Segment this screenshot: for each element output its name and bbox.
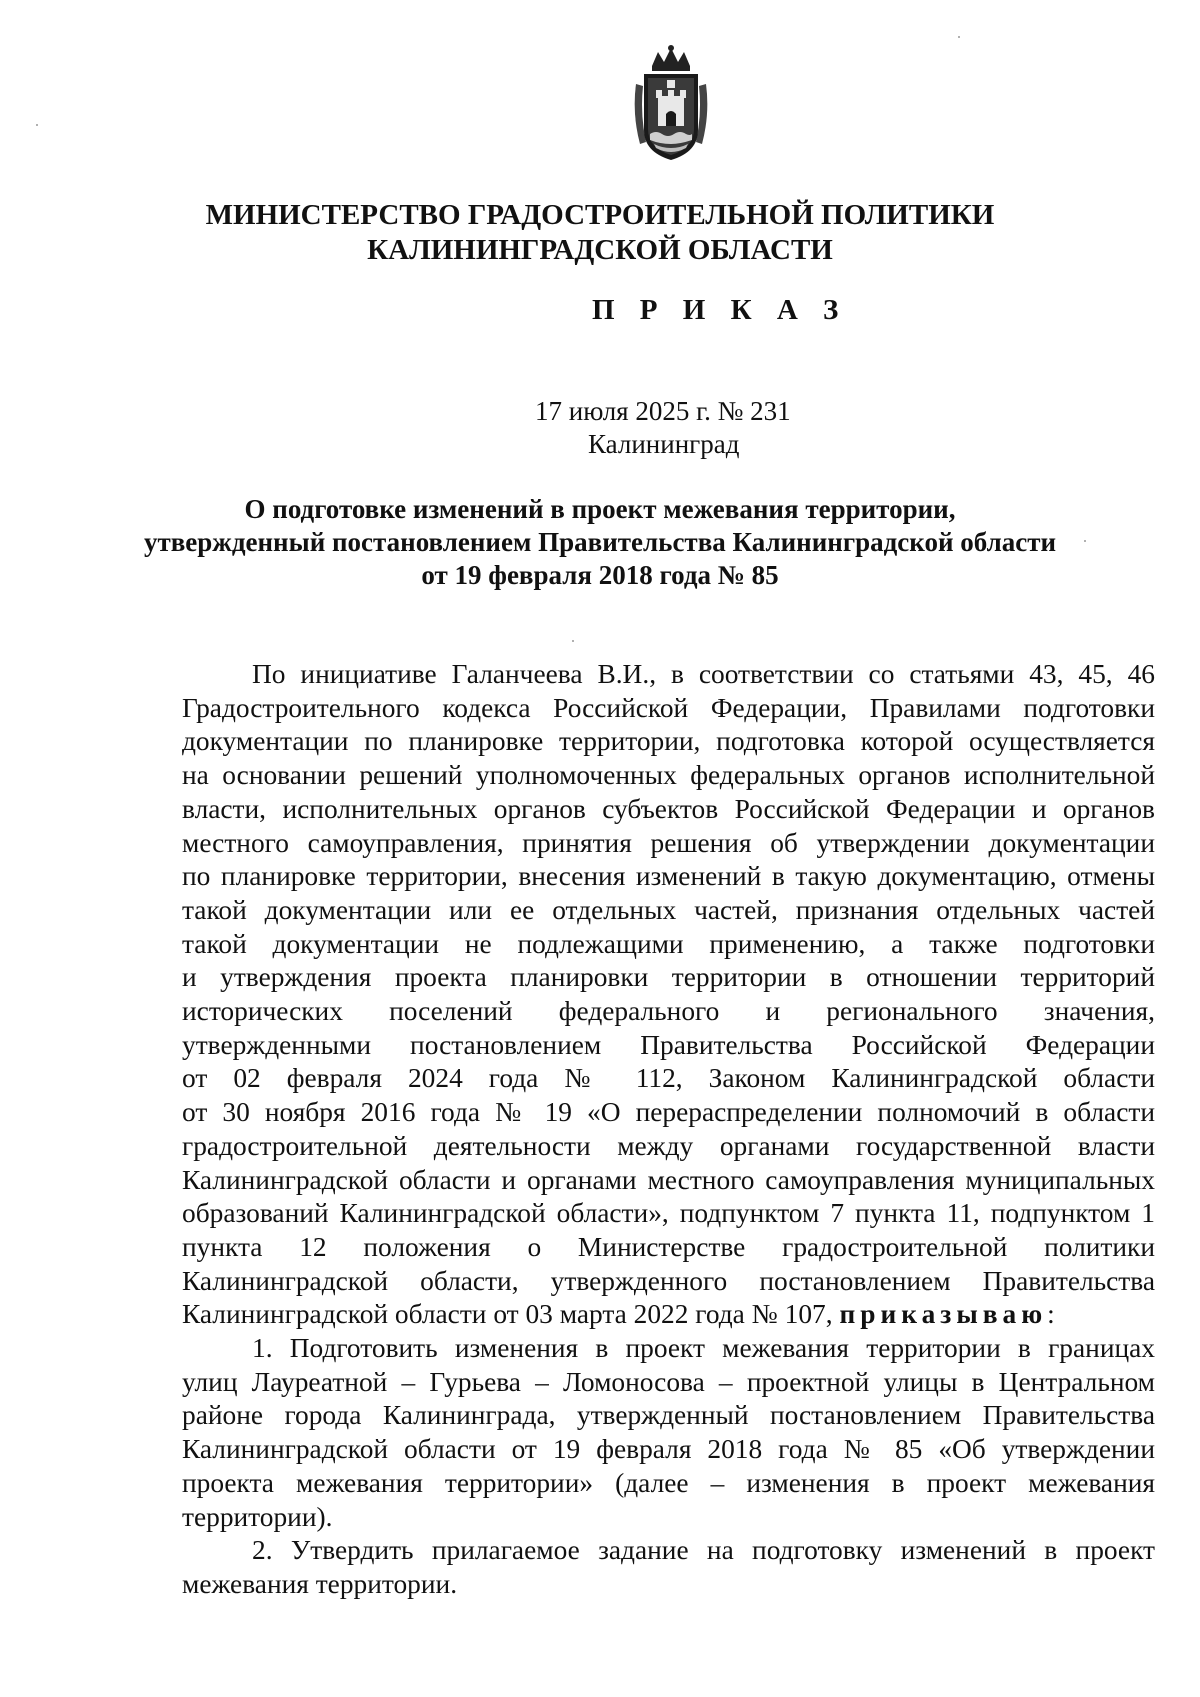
order-body [182, 658, 1155, 1602]
ministry-heading [0, 198, 1200, 268]
preamble-paragraph [182, 658, 1155, 1332]
ministry-line-2: КАЛИНИНГРАДСКОЙ ОБЛАСТИ [367, 234, 833, 266]
body-line-final [182, 1298, 1155, 1332]
order-item-2 [182, 1534, 1155, 1601]
city-name: Калининград [588, 429, 740, 459]
body-line: градостроительной деятельности между органами государственной власти [182, 1130, 1155, 1161]
scan-speck [958, 36, 960, 38]
body-line: территории). [182, 1501, 333, 1532]
title-line-1: О подготовке изменений в проект межевания территории, [244, 494, 956, 524]
body-line: и утверждения проекта планировки территории в отношении территорий [182, 962, 1155, 993]
body-line: утвержденными постановлением Правительства Российской Федерации [182, 1029, 1155, 1060]
order-keyword: приказываю [839, 1299, 1048, 1330]
body-line: такой документации не подлежащими применению, а также подготовки [182, 928, 1155, 959]
body-line: по планировке территории, внесения изменений в такую документацию, отмены [182, 861, 1155, 892]
body-line: улиц Лауреатной – Гурьева – Ломоносова – проектной улицы в Центральном [182, 1366, 1155, 1397]
body-line: межевания территории. [182, 1568, 458, 1599]
body-line: на основании решений уполномоченных федеральных органов исполнительной [182, 760, 1155, 791]
body-line: Градостроительного кодекса Российской Федерации, Правилами подготовки [182, 692, 1155, 723]
ministry-line-1: МИНИСТЕРСТВО ГРАДОСТРОИТЕЛЬНОЙ ПОЛИТИКИ [205, 199, 995, 231]
body-line: образований Калининградской области», подпунктом 7 пункта 11, подпунктом 1 [182, 1198, 1155, 1229]
body-line: местного самоуправления, принятия решения об утверждении документации [182, 827, 1155, 858]
preamble-final-text: Калининградской области от 03 марта 2022 года № 107, [182, 1299, 833, 1330]
scan-speck [36, 124, 38, 126]
title-line-3: от 19 февраля 2018 года № 85 [421, 560, 779, 590]
body-line: пункта 12 положения о Министерстве градостроительной политики [182, 1231, 1155, 1262]
body-line: исторических поселений федерального и регионального значения, [182, 996, 1155, 1027]
body-line: 2. Утвердить прилагаемое задание на подготовку изменений в проект [252, 1535, 1155, 1566]
body-line: от 30 ноября 2016 года № 19 «О перераспределении полномочий в области [182, 1097, 1155, 1128]
document-type-heading: П Р И К А З [592, 294, 848, 326]
body-line: документации по планировке территории, подготовка которой осуществляется [182, 726, 1155, 757]
order-title [0, 493, 1200, 592]
body-line: 1. Подготовить изменения в проект межевания территории в границах [252, 1333, 1155, 1364]
body-line: Калининградской области и органами местного самоуправления муниципальных [182, 1164, 1155, 1195]
body-line: Калининградской области, утвержденного постановлением Правительства [182, 1265, 1155, 1296]
body-line: районе города Калининграда, утвержденный постановлением Правительства [182, 1400, 1155, 1431]
colon: : [1047, 1299, 1055, 1330]
body-line: власти, исполнительных органов субъектов Российской Федерации и органов [182, 793, 1155, 824]
body-line: Калининградской области от 19 февраля 2018 года № 85 «Об утверждении [182, 1434, 1155, 1465]
date-and-number: 17 июля 2025 г. № 231 [535, 396, 791, 426]
body-line: проекта межевания территории» (далее – изменения в проект межевания [182, 1467, 1155, 1498]
title-line-2: утвержденный постановлением Правительства Калининградской области [143, 527, 1057, 557]
scan-speck [572, 640, 574, 642]
body-line: от 02 февраля 2024 года № 112, Законом Калининградской области [182, 1063, 1155, 1094]
body-line: По инициативе Галанчеева В.И., в соответствии со статьями 43, 45, 46 [252, 659, 1155, 689]
order-item-1 [182, 1332, 1155, 1534]
coat-of-arms-icon [630, 44, 712, 166]
body-line: такой документации или ее отдельных частей, признания отдельных частей [182, 894, 1155, 925]
